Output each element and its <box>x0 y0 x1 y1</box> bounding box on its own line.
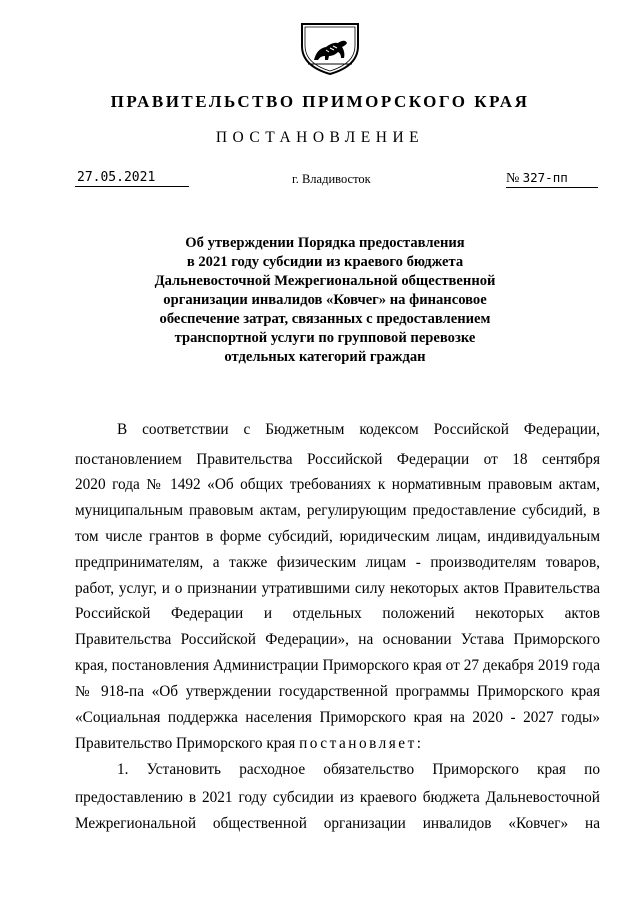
document-date: 27.05.2021 <box>75 170 189 187</box>
government-title: ПРАВИТЕЛЬСТВО ПРИМОРСКОГО КРАЯ <box>110 92 530 111</box>
body-line: работ, услуг, и о признании утратившими силу некоторых актов Правительства <box>75 580 600 597</box>
body-line: 2020 года № 1492 «Об общих требованиях к нормативным правовым актам, <box>75 476 600 493</box>
body-line: края, постановления Администрации Приморского края от 27 декабря 2019 года <box>75 657 600 674</box>
document-heading <box>150 234 500 367</box>
heading-line: Об утверждении Порядка предоставления <box>185 235 465 251</box>
body-line: постановлением Правительства Российской Федерации от 18 сентября <box>75 451 600 468</box>
resolves-prefix: Правительство Приморского края <box>75 735 300 752</box>
body-line: 1. Установить расходное обязательство Приморского края по <box>117 761 600 778</box>
heading-line: транспортной услуги по групповой перевозке <box>174 330 476 346</box>
coat-of-arms-icon <box>300 20 360 76</box>
document-number <box>506 170 598 188</box>
body-line: «Социальная поддержка населения Приморского края на 2020 - 2027 годы» <box>75 709 600 726</box>
heading-line: организации инвалидов «Ковчег» на финансовое <box>163 292 487 308</box>
body-line: предоставлению в 2021 году субсидии из краевого бюджета Дальневосточной <box>75 789 600 806</box>
body-line: том числе грантов в форме субсидий, юридическим лицам, индивидуальным <box>75 528 600 545</box>
body-line: предпринимателям, а также физическим лицам - производителям товаров, <box>75 554 600 571</box>
resolves-verb: постановляет <box>299 735 417 752</box>
body-line: Российской Федерации и отдельных положений некоторых актов <box>75 605 600 622</box>
resolves-suffix: : <box>416 735 422 752</box>
heading-line: отдельных категорий граждан <box>224 349 426 365</box>
heading-line: Дальневосточной Межрегиональной общественной <box>154 273 496 289</box>
number-sign: № <box>506 171 520 186</box>
body-line: В соответствии с Бюджетным кодексом Российской Федерации, <box>117 421 600 438</box>
number-value: 327-пп <box>522 170 568 185</box>
body-line: Правительства Российской Федерации», на основании Устава Приморского <box>75 631 600 648</box>
body-line: муниципальным правовым актам, регулирующим предоставление субсидий, в <box>75 502 600 519</box>
document-city: г. Владивосток <box>292 172 371 186</box>
body-line: Межрегиональной общественной организации инвалидов «Ковчег» на <box>75 815 600 832</box>
resolves-line <box>75 735 600 753</box>
heading-line: обеспечение затрат, связанных с предоставлением <box>159 311 491 327</box>
body-line: № 918-па «Об утверждении государственной программы Приморского края <box>75 683 600 700</box>
document-type: ПОСТАНОВЛЕНИЕ <box>215 129 425 146</box>
heading-line: в 2021 году субсидии из краевого бюджета <box>186 254 464 270</box>
